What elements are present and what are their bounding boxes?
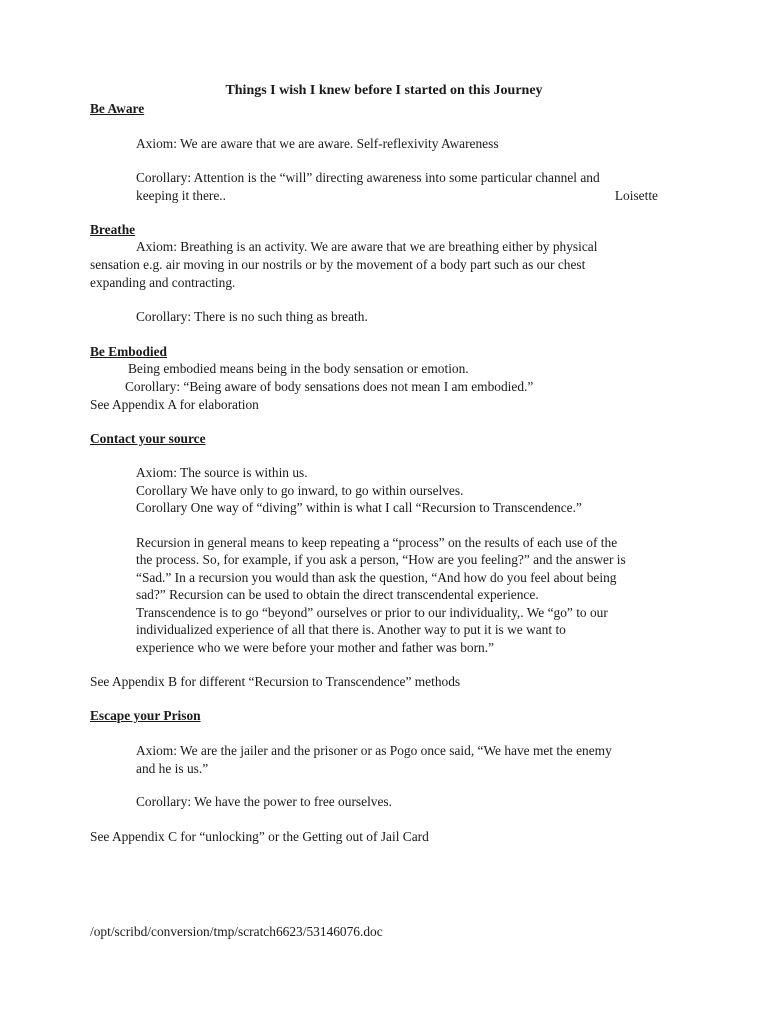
recursion-paragraph-line-4: sad?” Recursion can be used to obtain the direct transcendental experience. [136, 587, 539, 602]
footer-file-path: /opt/scribd/conversion/tmp/scratch6623/53146076.doc [90, 924, 383, 939]
breathe-axiom-line-2: sensation e.g. air moving in our nostrils or by the movement of a body part such as our chest [90, 257, 586, 272]
recursion-paragraph-line-6: individualized experience of all that there is. Another way to put it is we want to [136, 622, 566, 637]
escape-prison-axiom-line-2: and he is us.” [136, 761, 209, 776]
recursion-paragraph-line-1: Recursion in general means to keep repeating a “process” on the results of each use of the [136, 535, 618, 550]
heading-contact-your-source: Contact your source [90, 431, 206, 446]
be-embodied-see-text: See Appendix A for elaboration [90, 397, 259, 412]
be-aware-axiom: Axiom: We are aware that we are aware. Self-reflexivity Awareness [136, 136, 499, 151]
be-aware-attribution: Loisette [614, 188, 658, 203]
contact-source-line-1: Axiom: The source is within us. [136, 465, 308, 480]
escape-prison-axiom-line-1: Axiom: We are the jailer and the prisoner or as Pogo once said, “We have met the enemy [136, 743, 612, 758]
escape-prison-see-appendix: See Appendix C for “unlocking” or the Getting out of Jail Card [90, 829, 429, 844]
breathe-corollary: Corollary: There is no such thing as breath. [136, 309, 368, 324]
escape-prison-corollary: Corollary: We have the power to free ourselves. [136, 794, 392, 809]
be-embodied-see-appendix [90, 397, 259, 413]
contact-source-see-appendix: See Appendix B for different “Recursion to Transcendence” methods [90, 674, 461, 689]
be-aware-corollary-line-1: Corollary: Attention is the “will” directing awareness into some particular channel and [136, 170, 600, 185]
be-aware-corollary-line-2: keeping it there.. [136, 188, 226, 203]
recursion-paragraph-line-3: “Sad.” In a recursion you would than ask the question, “And how do you feel about being [136, 570, 617, 585]
be-embodied-line-2: Corollary: “Being aware of body sensations does not mean I am embodied.” [125, 379, 534, 394]
recursion-paragraph-line-7: experience who we were before your mother and father was born.” [136, 640, 495, 655]
recursion-paragraph-line-5: Transcendence is to go “beyond” ourselves or prior to our individuality,. We “go” to our [136, 605, 608, 620]
be-embodied-line-1: Being embodied means being in the body sensation or emotion. [128, 361, 469, 376]
breathe-axiom-line-3: expanding and contracting. [90, 275, 236, 290]
document-title: Things I wish I knew before I started on this Journey [225, 83, 543, 98]
heading-breathe: Breathe [90, 222, 136, 237]
heading-be-aware: Be Aware [90, 101, 145, 116]
contact-source-line-2: Corollary We have only to go inward, to go within ourselves. [136, 483, 464, 498]
contact-source-line-3: Corollary One way of “diving” within is what I call “Recursion to Transcendence.” [136, 500, 582, 515]
recursion-paragraph-line-2: the process. So, for example, if you ask a person, “How are you feeling?” and the answer is [136, 552, 626, 567]
heading-be-embodied: Be Embodied [90, 344, 168, 359]
breathe-axiom-line-1: Axiom: Breathing is an activity. We are aware that we are breathing either by physical [136, 239, 598, 254]
heading-escape-your-prison: Escape your Prison [90, 708, 201, 723]
